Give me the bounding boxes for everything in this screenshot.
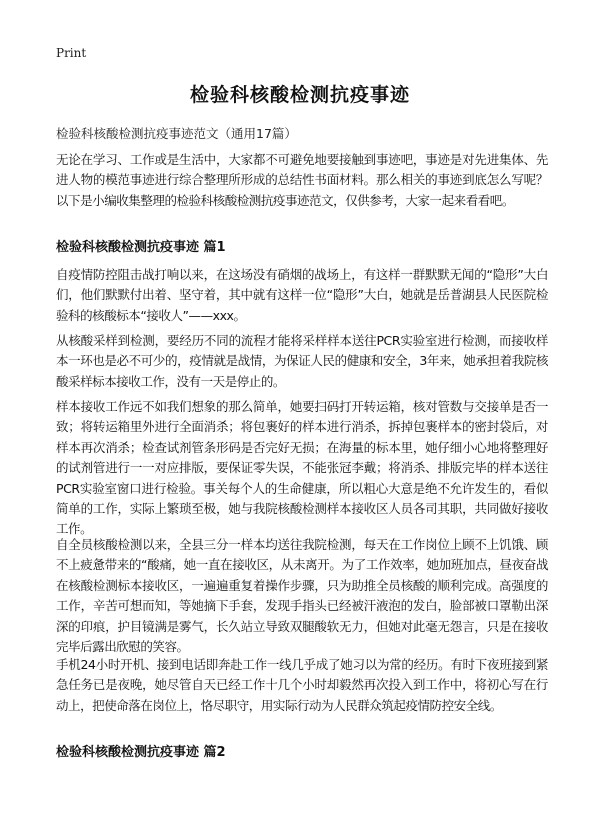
- section-heading-2: 检验科核酸检测抗疫事迹 篇2: [56, 745, 226, 760]
- section1-paragraph-4: 自全员核酸检测以来，全县三分一样本均送往我院检测，每天在工作岗位上顾不上饥饿、顾不上疲惫带来的“酸痛，她一直在接收区，从未离开。为了工作效率，她加班加点，昼夜奋战在核酸检测标本接收区，一遍遍重复着操作步骤，只为助推全员核酸的顺利完成。高强度的工作，辛苦可想而知，等她摘下手套，发现手指头已经被汗液泡的发白，脸部被口罩勒出深深的印痕，护目镜满是雾气，长久站立导致双腿酸软无力，但她对此毫无怨言，只是在接收完毕后露出欣慰的笑容。: [56, 537, 548, 655]
- print-link[interactable]: Print: [56, 46, 87, 60]
- section1-paragraph-5: 手机24小时开机、接到电话即奔赴工作一线几乎成了她习以为常的经历。有时下夜班接到紧急任务已是夜晚，她尽管自天已经工作十几个小时却毅然再次投入到工作中，将初心写在行动上，把使命落在岗位上，恪尽职守，用实际行动为人民群众筑起疫情防控安全线。: [56, 657, 548, 713]
- intro-paragraph: 无论在学习、工作或是生活中，大家都不可避免地要接触到事迹吧，事迹是对先进集体、先进人物的模范事迹进行综合整理所形成的总结性书面材料。那么相关的事迹到底怎么写呢？以下是小编收集整理的检验科核酸检测抗疫事迹范文，仅供参考，大家一起来看看吧。: [56, 152, 548, 208]
- section1-paragraph-2: 从核酸采样到检测，要经历不同的流程才能将采样样本送往PCR实验室进行检测，而接收样本一环也是必不可少的，疫情就是战情，为保证人民的健康和安全，3年来，她承担着我院核酸采样标本接收工作，没有一天是停止的。: [56, 333, 548, 389]
- page-title: 检验科核酸检测抗疫事迹: [189, 84, 410, 106]
- section-heading-1: 检验科核酸检测抗疫事迹 篇1: [56, 240, 226, 255]
- section1-paragraph-3: 样本接收工作远不如我们想象的那么简单，她要扫码打开转运箱，核对管数与交接单是否一致；将转运箱里外进行全面消杀；将包裹好的样本进行消杀，拆掉包裹样本的密封袋后，对样本再次消杀；检查试剂管条形码是否完好无损；在海量的标本里，她仔细小心地将整理好的试剂管进行一一对应排版，要保证零失误，不能张冠李戴；将消杀、排版完毕的样本送往PCR实验室窗口进行检验。事关每个人的生命健康，所以粗心大意是绝不允许发生的，看似简单的工作，实际上繁琐至极，她与我院核酸检测样本接收区人员各司其职，共同做好接收工作。: [56, 399, 548, 537]
- document-subtitle: 检验科核酸检测抗疫事迹范文（通用17篇）: [56, 126, 297, 141]
- section1-paragraph-1: 自疫情防控阻击战打响以来，在这场没有硝烟的战场上，有这样一群默默无闻的“隐形”大白们，他们默默付出着、坚守着，其中就有这样一位“隐形”大白，她就是岳普湖县人民医院检验科的核酸标本“接收人”——xxx。: [56, 267, 548, 323]
